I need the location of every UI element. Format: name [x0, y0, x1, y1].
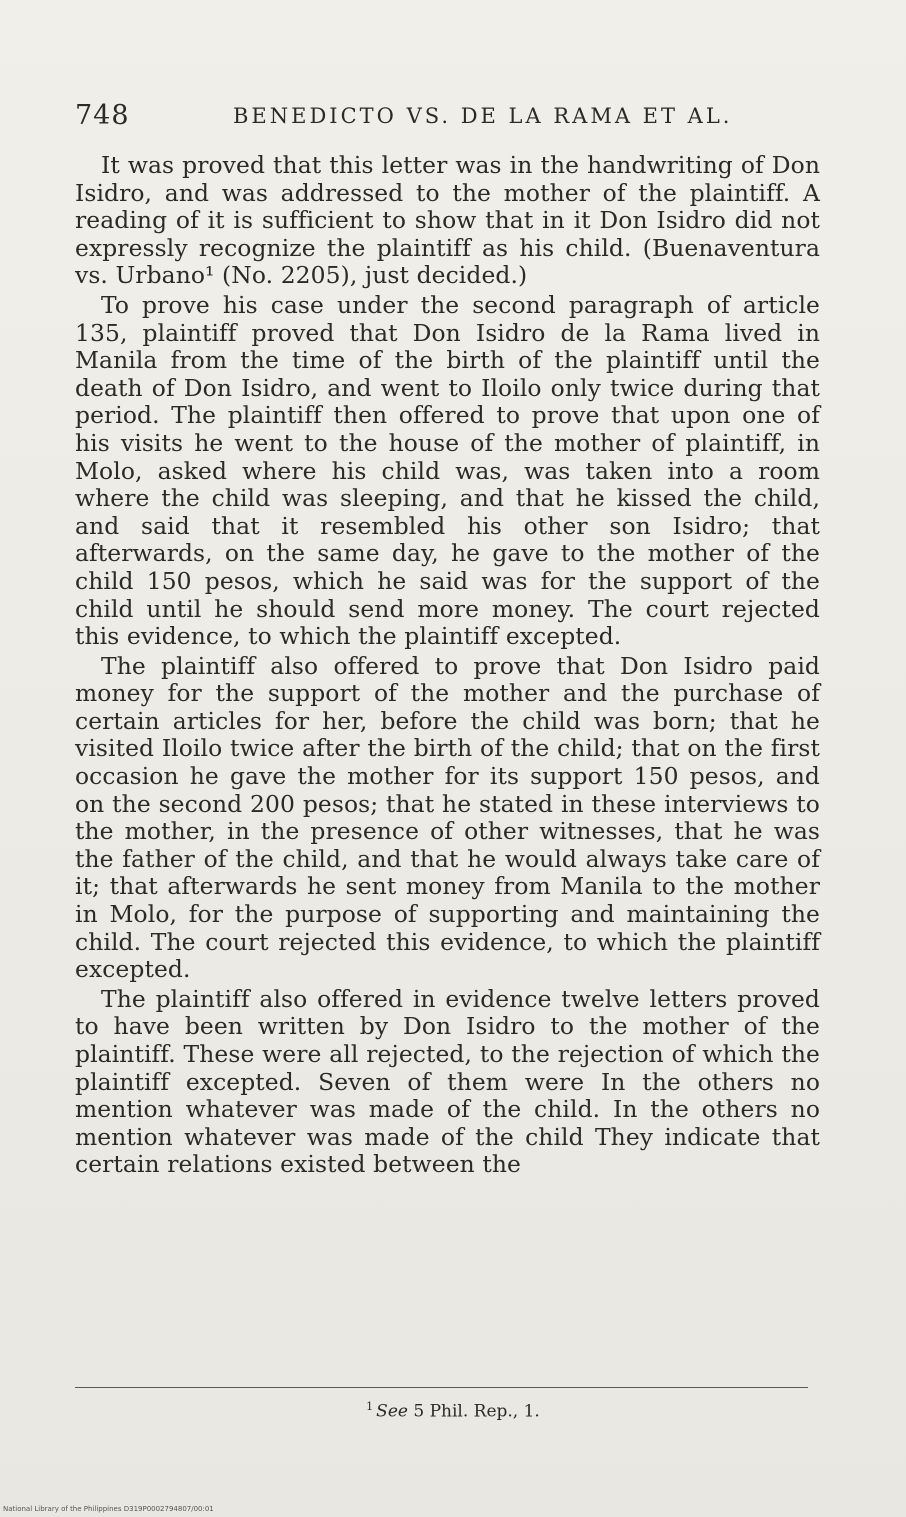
scan-credit: National Library of the Philippines D319P0002794807/00:01 — [3, 1505, 214, 1513]
paragraph-2: To prove his case under the second paragraph of article 135, plaintiff proved that Don Isidro de la Rama lived in Manila from the time of the birth of the plaintiff until the death of Don Isidro, and went to Iloilo only twice during that period. The plaintiff then offered to prove that upon one of his visits he went to the house of the mother of plaintiff, in Molo, asked where his child was, was taken into a room where the child was sleeping, and that he kissed the child, and said that it resembled his other son Isidro; that afterwards, on the same day, he gave to the mother of the child 150 pesos, which he said was for the support of the child until he should send more money. The court rejected this evidence, to which the plaintiff excepted. — [75, 290, 820, 651]
footnote — [0, 1400, 906, 1422]
footnote-text: 5 Phil. Rep., 1. — [413, 1401, 540, 1422]
body-text — [75, 152, 820, 1179]
footnote-see: See — [376, 1401, 408, 1422]
running-title: BENEDICTO VS. DE LA RAMA ET AL. — [233, 104, 733, 128]
paragraph-4: The plaintiff also offered in evidence twelve letters proved to have been written by Don Isidro to the mother of the plaintiff. These were all rejected, to the rejection of which the plaintiff excepted. Seven of them were In the others no mention whatever was made of the child. In the others no mention whatever was made of the child They indicate that certain relations existed between the — [75, 984, 820, 1179]
running-head — [75, 100, 820, 140]
page-number: 748 — [75, 100, 130, 131]
paragraph-1: It was proved that this letter was in the handwriting of Don Isidro, and was addressed to the mother of the plaintiff. A reading of it is sufficient to show that in it Don Isidro did not expressly recognize the plaintiff as his child. (Buenaventura vs. Urbano¹ (No. 2205), just decided.) — [75, 151, 820, 290]
paragraph-3: The plaintiff also offered to prove that Don Isidro paid money for the support of the mother and the purchase of certain articles for her, before the child was born; that he visited Iloilo twice after the birth of the child; that on the first occasion he gave the mother for its support 150 pesos, and on the second 200 pesos; that he stated in these interviews to the mother, in the presence of other witnesses, that he was the father of the child, and that he would always take care of it; that afterwards he sent money from Manila to the mother in Molo, for the purpose of supporting and maintaining the child. The court rejected this evidence, to which the plaintiff excepted. — [75, 651, 820, 984]
footnote-divider — [75, 1387, 808, 1388]
footnote-mark: 1 — [366, 1400, 374, 1413]
